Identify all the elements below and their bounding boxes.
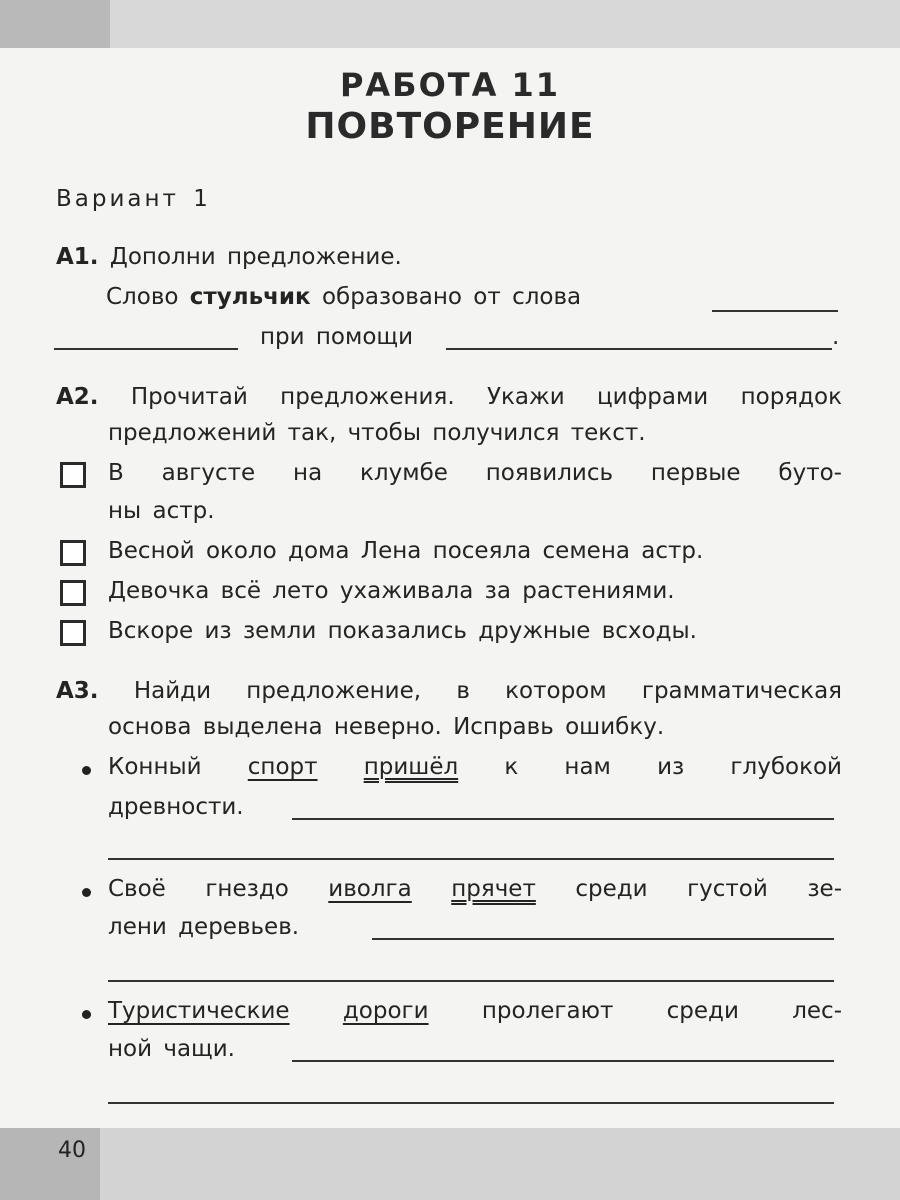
a1-answer-blank-3[interactable] <box>446 348 832 350</box>
a2-item-4: Вскоре из земли показались дружные всходы. <box>108 618 697 644</box>
a1-prompt: Дополни предложение. <box>109 244 402 270</box>
a2-prompt-text-1: Прочитай предложения. Укажи цифрами порядок <box>130 384 842 410</box>
a2-order-box-4[interactable] <box>60 620 86 646</box>
a3-sentence-2-line2: лени деревьев. <box>108 914 300 940</box>
a3-s2-answer-blank-2[interactable] <box>108 980 834 982</box>
a1-line1-rest: образовано от слова <box>321 284 582 310</box>
a3-s3-word-1: Туристические <box>108 998 290 1024</box>
a3-s2-rest: среди густой зе- <box>575 876 842 902</box>
a3-sentence-1-line1 <box>108 754 842 780</box>
a3-sentence-1-line2: древности. <box>108 794 244 820</box>
a1-number: А1. <box>56 244 99 270</box>
a2-number: А2. <box>56 384 99 410</box>
a2-item-3: Девочка всё лето ухаживала за растениями. <box>108 578 675 604</box>
a3-s1-subject: спорт <box>247 754 318 780</box>
a1-line2-mid: при помощи <box>260 324 414 350</box>
a3-s3-word-2: дороги <box>342 998 429 1024</box>
a3-s3-answer-blank-2[interactable] <box>108 1102 834 1104</box>
a3-prompt-line1 <box>56 678 842 704</box>
a3-sentence-3-line2: ной чащи. <box>108 1036 235 1062</box>
page-title: ПОВТОРЕНИЕ <box>305 106 595 147</box>
a1-key-word: стульчик <box>189 284 311 310</box>
a3-s1-rest: к нам из глубокой <box>504 754 842 780</box>
a1-task <box>56 244 402 270</box>
a3-s1-answer-blank-2[interactable] <box>108 858 834 860</box>
page-number: 40 <box>58 1138 86 1163</box>
work-title: РАБОТА 11 <box>339 66 561 104</box>
a1-line2-end: . <box>832 324 840 350</box>
a2-item-2: Весной около дома Лена посеяла семена астр. <box>108 538 704 564</box>
a2-prompt-line2: предложений так, чтобы получился текст. <box>108 420 646 446</box>
a2-prompt-line1 <box>56 384 842 410</box>
a1-answer-blank-2[interactable] <box>54 348 238 350</box>
a2-order-box-2[interactable] <box>60 540 86 566</box>
a1-word-slovo: Слово <box>106 284 179 310</box>
a1-sentence-line1 <box>106 284 581 310</box>
a3-s2-words: Своё гнездо <box>108 876 289 902</box>
a3-number: А3. <box>56 678 99 704</box>
a3-s1-answer-blank-1[interactable] <box>292 818 834 820</box>
a2-order-box-3[interactable] <box>60 580 86 606</box>
a1-answer-blank-1[interactable] <box>712 310 838 312</box>
a3-s3-answer-blank-1[interactable] <box>292 1060 834 1062</box>
a3-s3-rest: пролегают среди лес- <box>481 998 842 1024</box>
a3-bullet-2 <box>82 888 91 897</box>
a3-s2-predicate: прячет <box>451 876 536 902</box>
a2-item-1-line1: В августе на клумбе появились первые буто- <box>108 460 842 486</box>
a3-bullet-3 <box>82 1010 91 1019</box>
a3-s2-subject: иволга <box>328 876 412 902</box>
a3-s1-predicate: пришёл <box>363 754 459 780</box>
a3-s1-word: Конный <box>108 754 202 780</box>
top-gray-band <box>0 0 900 48</box>
bottom-gray-band <box>0 1128 900 1200</box>
a3-sentence-2-line1 <box>108 876 842 902</box>
top-band-accent <box>0 0 110 48</box>
a2-item-1-line2: ны астр. <box>108 498 215 524</box>
a3-prompt-text-1: Найди предложение, в котором грамматическая <box>133 678 843 704</box>
a3-sentence-3-line1 <box>108 998 842 1024</box>
variant-label: Вариант 1 <box>56 186 211 212</box>
a3-s2-answer-blank-1[interactable] <box>372 938 834 940</box>
a3-prompt-line2: основа выделена неверно. Исправь ошибку. <box>108 714 665 740</box>
a3-bullet-1 <box>82 766 91 775</box>
a2-order-box-1[interactable] <box>60 462 86 488</box>
